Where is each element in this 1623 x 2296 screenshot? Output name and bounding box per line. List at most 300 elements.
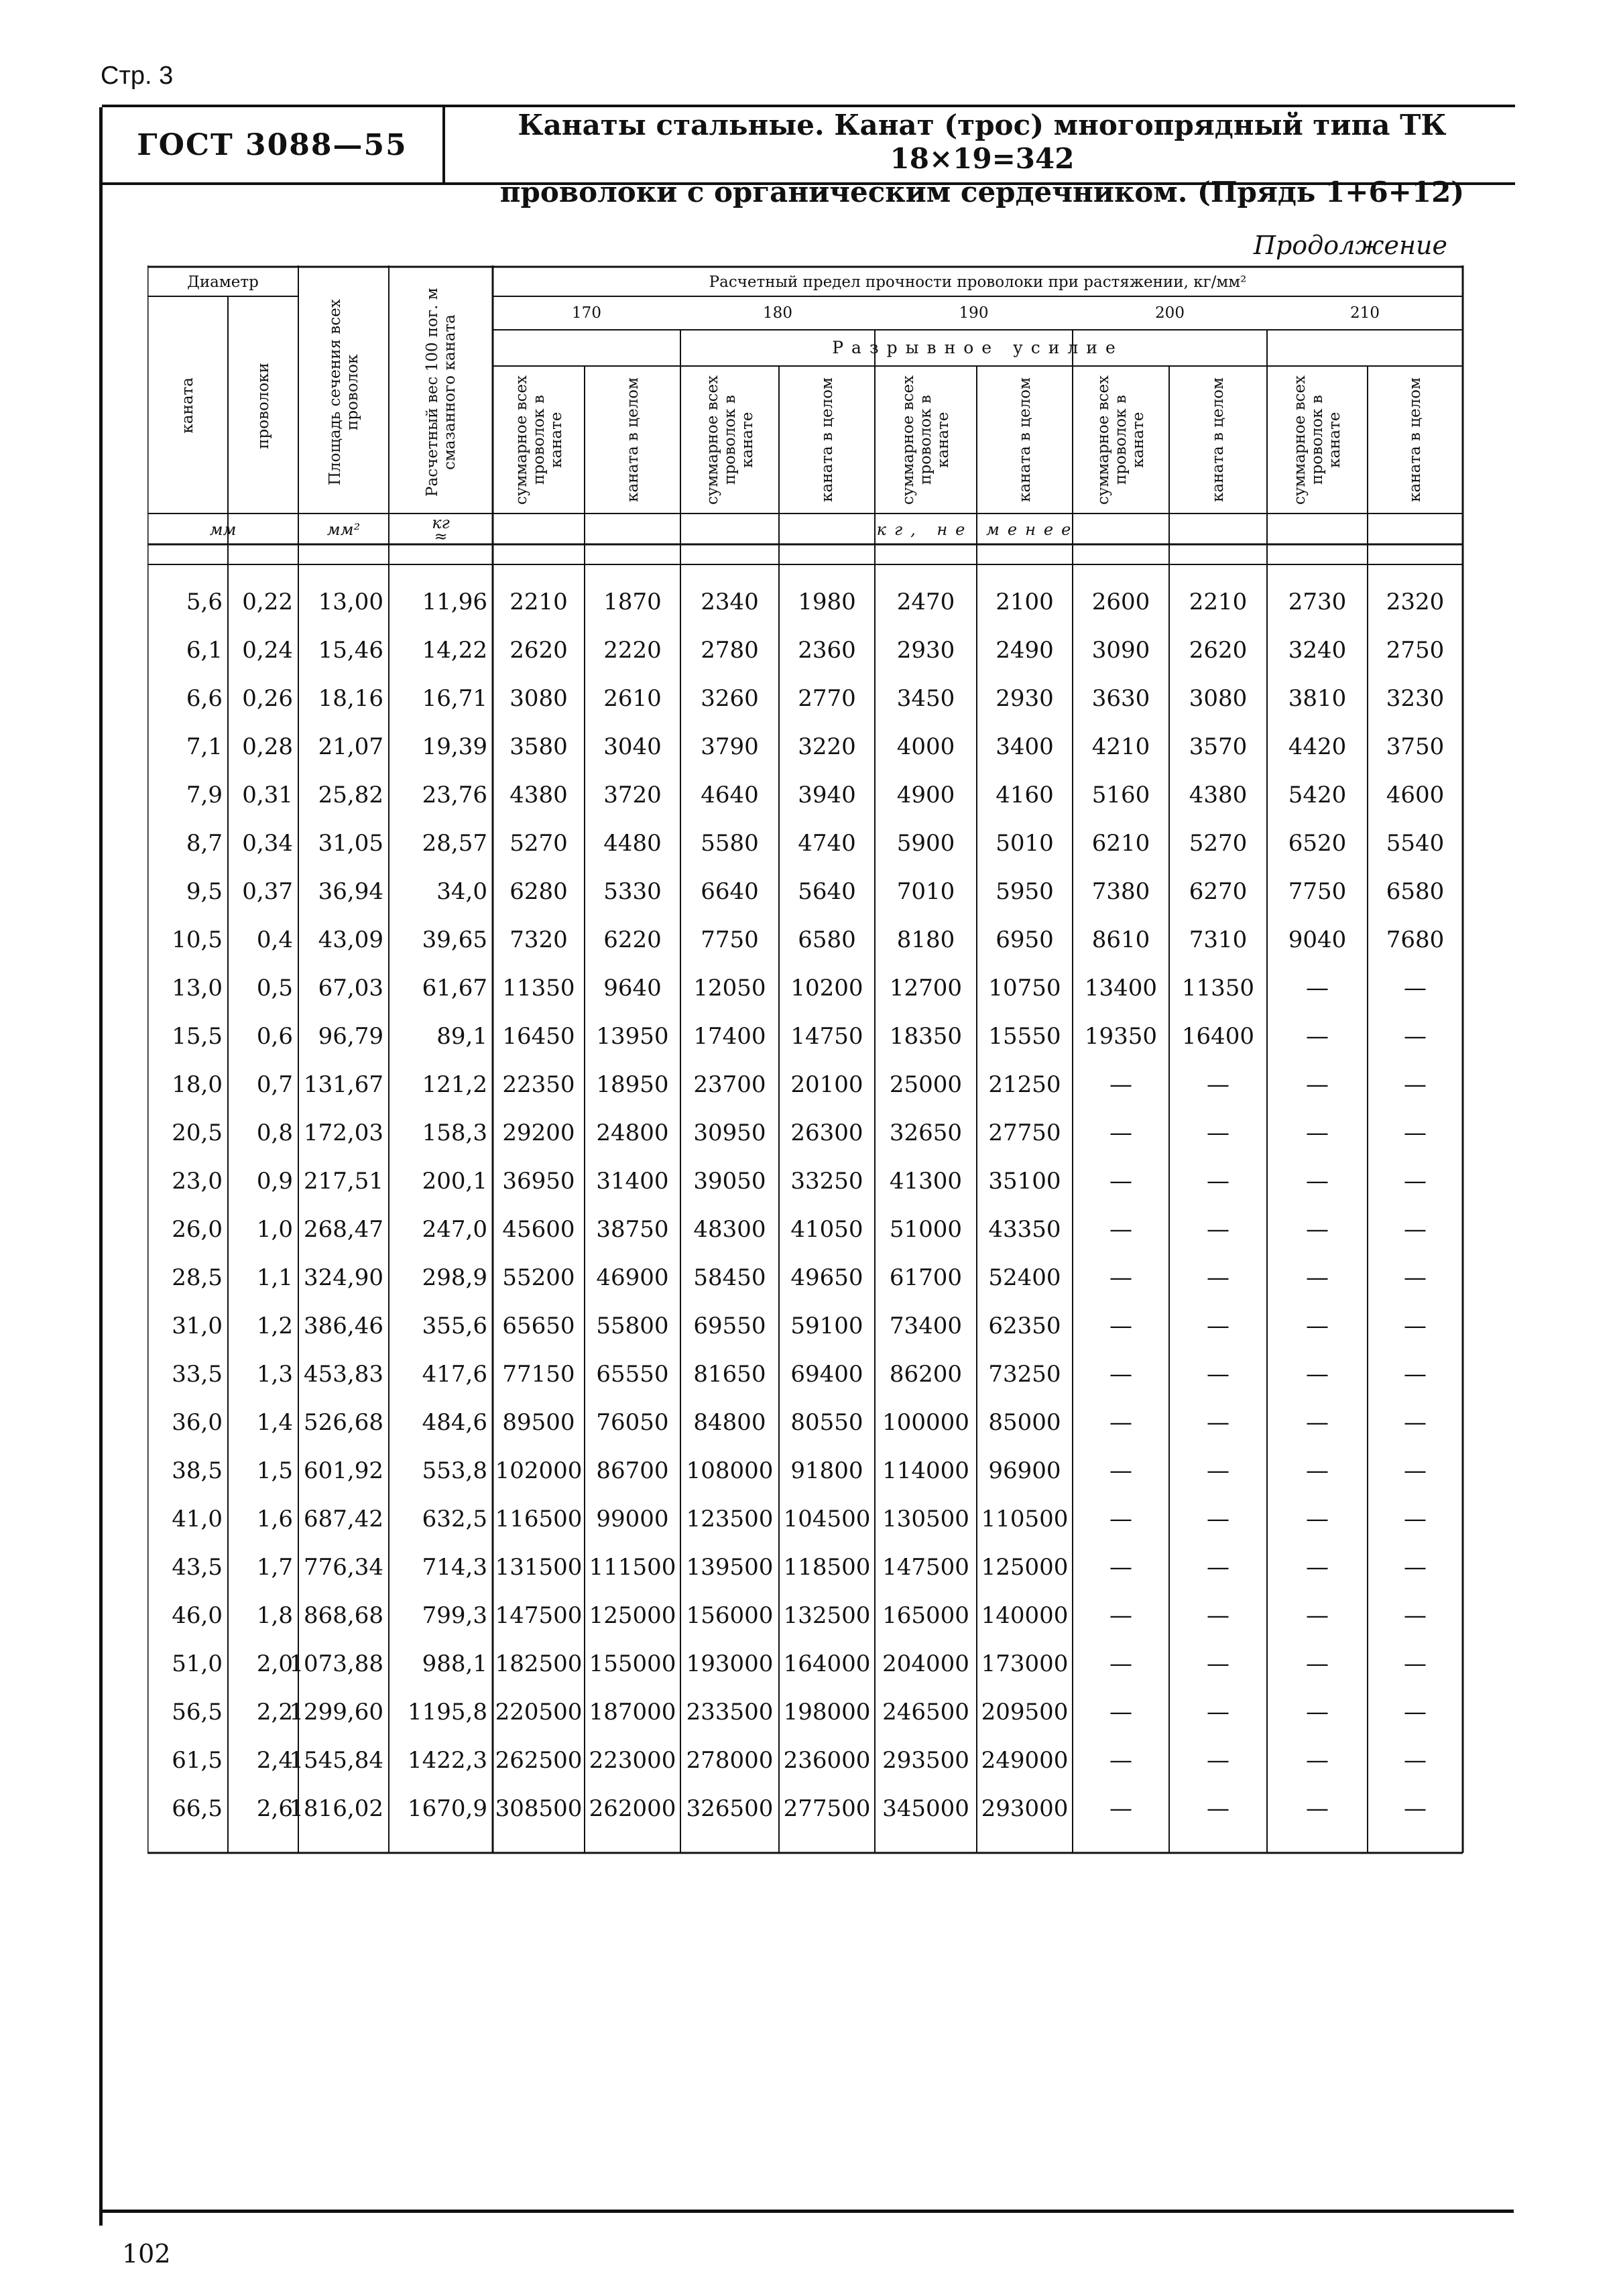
table-cell: 55800: [596, 1313, 669, 1339]
table-cell: —: [1109, 1457, 1132, 1484]
table-cell: 236000: [783, 1747, 871, 1774]
table-cell: 81650: [693, 1361, 766, 1388]
table-cell: 62350: [988, 1313, 1061, 1339]
table-cell: 3630: [1091, 685, 1150, 712]
table-cell: 1195,8: [408, 1699, 487, 1726]
table-cell: 2600: [1091, 589, 1150, 615]
table-cell: —: [1306, 1361, 1329, 1388]
header-weight-text: Расчетный вес 100 пог. м смазанного каната: [423, 288, 459, 497]
table-cell: —: [1207, 1795, 1229, 1822]
table-cell: 200,1: [422, 1168, 487, 1195]
header-sum-wires-text: суммарное всех проволок в канате: [1095, 375, 1147, 505]
table-cell: 2490: [996, 637, 1054, 664]
header-diameter: Диаметр: [187, 274, 259, 291]
table-cell: 131500: [495, 1554, 583, 1581]
table-cell: 6950: [996, 926, 1054, 953]
table-cell: 799,3: [422, 1602, 487, 1629]
table-cell: —: [1207, 1602, 1229, 1629]
table-cell: 12700: [889, 975, 963, 1002]
table-cell: —: [1404, 1361, 1427, 1388]
table-cell: 111500: [589, 1554, 676, 1581]
table-cell: 28,5: [172, 1264, 223, 1291]
table-cell: 262500: [495, 1747, 583, 1774]
table-cell: 1670,9: [408, 1795, 487, 1822]
table-cell: —: [1404, 1216, 1427, 1243]
table-cell: 55200: [502, 1264, 575, 1291]
table-cell: 0,5: [256, 975, 293, 1002]
header-sum-wires: [1073, 367, 1169, 512]
table-cell: 6280: [509, 878, 568, 905]
table-cell: 27750: [988, 1120, 1061, 1146]
table-cell: 41050: [790, 1216, 863, 1243]
table-cell: —: [1109, 1313, 1132, 1339]
header-sum-wires: [680, 367, 779, 512]
table-cell: 5900: [896, 830, 955, 857]
table-cell: 25000: [889, 1071, 963, 1098]
table-cell: 29200: [502, 1120, 575, 1146]
table-cell: 13400: [1084, 975, 1158, 1002]
table-cell: 601,92: [304, 1457, 383, 1484]
table-cell: 324,90: [304, 1264, 383, 1291]
table-cell: 1,7: [256, 1554, 293, 1581]
table-cell: 687,42: [304, 1506, 383, 1532]
table-cell: 3260: [701, 685, 759, 712]
table-cell: 41300: [889, 1168, 963, 1195]
table-cell: 453,83: [304, 1361, 383, 1388]
table-cell: 293500: [882, 1747, 969, 1774]
table-cell: 4900: [896, 782, 955, 808]
header-sum-wires-text: суммарное всех проволок в канате: [900, 375, 952, 505]
table-cell: 158,3: [422, 1120, 487, 1146]
table-cell: —: [1207, 1650, 1229, 1677]
table-cell: 2340: [701, 589, 759, 615]
table-cell: —: [1109, 1361, 1132, 1388]
header-rope-whole: [1368, 367, 1463, 512]
table-cell: 15,5: [172, 1023, 223, 1050]
table-cell: 6,1: [186, 637, 223, 664]
table-cell: 1,3: [256, 1361, 293, 1388]
table-cell: 0,9: [256, 1168, 293, 1195]
table-cell: 1,1: [256, 1264, 293, 1291]
continuation-label: Продолжение: [1253, 231, 1447, 260]
table-cell: 4740: [798, 830, 856, 857]
table-cell: —: [1109, 1168, 1132, 1195]
table-cell: 223000: [589, 1747, 676, 1774]
table-cell: 5270: [509, 830, 568, 857]
page-frame-bottom: [99, 2210, 1514, 2213]
table-cell: 132500: [783, 1602, 871, 1629]
table-cell: —: [1207, 1409, 1229, 1436]
table-cell: 2320: [1386, 589, 1445, 615]
table-cell: 156000: [686, 1602, 774, 1629]
header-rope-whole-text: каната в целом: [1016, 377, 1034, 502]
table-cell: 1545,84: [289, 1747, 383, 1774]
table-cell: 85000: [988, 1409, 1061, 1436]
table-cell: 48300: [693, 1216, 766, 1243]
table-cell: 86200: [889, 1361, 963, 1388]
table-cell: 6520: [1288, 830, 1347, 857]
table-cell: 182500: [495, 1650, 583, 1677]
table-cell: 2360: [798, 637, 856, 664]
table-cell: —: [1404, 1313, 1427, 1339]
unit-mm2: мм²: [326, 520, 361, 539]
table-cell: 1,5: [256, 1457, 293, 1484]
table-cell: —: [1207, 1747, 1229, 1774]
table-cell: 298,9: [422, 1264, 487, 1291]
unit-kg-not-less: кг, не менее: [876, 520, 1079, 539]
table-cell: 67,03: [318, 975, 383, 1002]
table-cell: —: [1306, 1216, 1329, 1243]
table-cell: 7,1: [186, 733, 223, 760]
table-cell: 4000: [896, 733, 955, 760]
table-cell: 147500: [882, 1554, 969, 1581]
table-cell: 45600: [502, 1216, 575, 1243]
standard-number: ГОСТ 3088—55: [137, 127, 408, 162]
table-cell: 5270: [1189, 830, 1248, 857]
table-cell: 11350: [1181, 975, 1255, 1002]
table-cell: 84800: [693, 1409, 766, 1436]
table-cell: —: [1207, 1457, 1229, 1484]
page-label: Стр. 3: [101, 62, 174, 90]
header-strength-level: 170: [572, 304, 601, 322]
table-cell: —: [1404, 1554, 1427, 1581]
table-cell: 484,6: [422, 1409, 487, 1436]
table-cell: 20100: [790, 1071, 863, 1098]
table-cell: 6210: [1091, 830, 1150, 857]
table-cell: 6580: [1386, 878, 1445, 905]
table-cell: 0,22: [242, 589, 293, 615]
table-cell: 13950: [596, 1023, 669, 1050]
table-cell: 0,8: [256, 1120, 293, 1146]
table-cell: —: [1404, 1457, 1427, 1484]
table-cell: 0,26: [242, 685, 293, 712]
table-cell: 1422,3: [408, 1747, 487, 1774]
table-cell: 33,5: [172, 1361, 223, 1388]
table-cell: 2,4: [256, 1747, 293, 1774]
table-cell: 43350: [988, 1216, 1061, 1243]
table-cell: 155000: [589, 1650, 676, 1677]
table-cell: 2730: [1288, 589, 1347, 615]
table-cell: 46900: [596, 1264, 669, 1291]
header-wire-diameter: [228, 299, 298, 512]
table-cell: 23,0: [172, 1168, 223, 1195]
table-cell: 278000: [686, 1747, 774, 1774]
header-rope-whole: [1169, 367, 1267, 512]
table-cell: 345000: [882, 1795, 969, 1822]
table-cell: 116500: [495, 1506, 583, 1532]
table-cell: 18950: [596, 1071, 669, 1098]
table-cell: 2620: [509, 637, 568, 664]
table-cell: —: [1404, 1747, 1427, 1774]
table-cell: 51000: [889, 1216, 963, 1243]
table-cell: 3080: [509, 685, 568, 712]
table-cell: 2100: [996, 589, 1054, 615]
table-cell: 89500: [502, 1409, 575, 1436]
table-cell: 125000: [589, 1602, 676, 1629]
table-cell: 121,2: [422, 1071, 487, 1098]
table-cell: 5010: [996, 830, 1054, 857]
table-cell: 36,94: [318, 878, 383, 905]
table-cell: 2780: [701, 637, 759, 664]
table-cell: 3790: [701, 733, 759, 760]
header-rope-diameter-text: каната: [179, 377, 196, 434]
table-cell: 43,09: [318, 926, 383, 953]
table-cell: 7320: [509, 926, 568, 953]
table-cell: 11,96: [422, 589, 487, 615]
header-sum-wires-text: суммарное всех проволок в канате: [703, 375, 756, 505]
table-cell: —: [1404, 1409, 1427, 1436]
table-cell: —: [1306, 1168, 1329, 1195]
table-cell: 632,5: [422, 1506, 487, 1532]
table-cell: 1,8: [256, 1602, 293, 1629]
table-cell: 16400: [1181, 1023, 1255, 1050]
table-cell: 417,6: [422, 1361, 487, 1388]
table-cell: 386,46: [304, 1313, 383, 1339]
table-cell: 172,03: [304, 1120, 383, 1146]
table-cell: 34,0: [436, 878, 487, 905]
table-cell: 26300: [790, 1120, 863, 1146]
table-cell: 187000: [589, 1699, 676, 1726]
table-cell: —: [1306, 1409, 1329, 1436]
table-cell: 9040: [1288, 926, 1347, 953]
table-cell: 8,7: [186, 830, 223, 857]
title-line-2: проволоки с органическим сердечником. (Прядь 1+6+12): [499, 176, 1465, 208]
table-cell: 91800: [790, 1457, 863, 1484]
table-cell: 4640: [701, 782, 759, 808]
table-cell: 1,0: [256, 1216, 293, 1243]
table-cell: 11350: [502, 975, 575, 1002]
table-cell: 268,47: [304, 1216, 383, 1243]
table-cell: 39050: [693, 1168, 766, 1195]
table-cell: —: [1207, 1554, 1229, 1581]
table-cell: 6220: [603, 926, 662, 953]
table-cell: 13,0: [172, 975, 223, 1002]
table-cell: 15,46: [318, 637, 383, 664]
header-area: [298, 272, 389, 512]
table-cell: 32650: [889, 1120, 963, 1146]
table-cell: 246500: [882, 1699, 969, 1726]
table-cell: 5640: [798, 878, 856, 905]
table-cell: 123500: [686, 1506, 774, 1532]
table-cell: —: [1404, 1602, 1427, 1629]
table-cell: 0,4: [256, 926, 293, 953]
table-cell: 13,00: [318, 589, 383, 615]
table-cell: 49650: [790, 1264, 863, 1291]
table-cell: 26,0: [172, 1216, 223, 1243]
table-cell: —: [1109, 1650, 1132, 1677]
table-cell: 0,31: [242, 782, 293, 808]
table-cell: 18,0: [172, 1071, 223, 1098]
table-cell: 33250: [790, 1168, 863, 1195]
table-cell: 16,71: [422, 685, 487, 712]
unit-mm: мм: [209, 520, 237, 539]
table-cell: 4600: [1386, 782, 1445, 808]
table-cell: 58450: [693, 1264, 766, 1291]
table-cell: 1,2: [256, 1313, 293, 1339]
table-cell: 714,3: [422, 1554, 487, 1581]
table-cell: 165000: [882, 1602, 969, 1629]
table-cell: 8610: [1091, 926, 1150, 953]
table-cell: 2930: [896, 637, 955, 664]
table-cell: 0,28: [242, 733, 293, 760]
table-cell: 3450: [896, 685, 955, 712]
table-cell: 7380: [1091, 878, 1150, 905]
table-cell: 102000: [495, 1457, 583, 1484]
table-cell: —: [1404, 975, 1427, 1002]
header-area-text: Площадь сечения всех проволок: [326, 299, 361, 485]
table-cell: 10750: [988, 975, 1061, 1002]
table-cell: —: [1306, 1313, 1329, 1339]
table-cell: —: [1207, 1699, 1229, 1726]
table-cell: —: [1109, 1120, 1132, 1146]
table-cell: 2610: [603, 685, 662, 712]
table-cell: 23700: [693, 1071, 766, 1098]
table-cell: 19,39: [422, 733, 487, 760]
table-cell: 5160: [1091, 782, 1150, 808]
table-cell: —: [1306, 1747, 1329, 1774]
table-cell: 69550: [693, 1313, 766, 1339]
header-rope-whole-text: каната в целом: [818, 377, 836, 502]
table-cell: 4380: [1189, 782, 1248, 808]
table-cell: 73400: [889, 1313, 963, 1339]
table-cell: 38750: [596, 1216, 669, 1243]
table-cell: —: [1306, 1554, 1329, 1581]
table-cell: 4480: [603, 830, 662, 857]
table-cell: 66,5: [172, 1795, 223, 1822]
table-cell: —: [1306, 1457, 1329, 1484]
table-cell: 249000: [981, 1747, 1069, 1774]
table-cell: 1980: [798, 589, 856, 615]
table-cell: 18350: [889, 1023, 963, 1050]
table-cell: 10,5: [172, 926, 223, 953]
table-cell: 0,7: [256, 1071, 293, 1098]
table-cell: 217,51: [304, 1168, 383, 1195]
table-cell: —: [1109, 1699, 1132, 1726]
table-cell: —: [1109, 1409, 1132, 1436]
table-cell: 96900: [988, 1457, 1061, 1484]
table-cell: 25,82: [318, 782, 383, 808]
table-cell: 2770: [798, 685, 856, 712]
table-cell: —: [1404, 1168, 1427, 1195]
header-sum-wires: [875, 367, 977, 512]
table-cell: 209500: [981, 1699, 1069, 1726]
table-cell: 65550: [596, 1361, 669, 1388]
table-cell: —: [1109, 1506, 1132, 1532]
table-cell: —: [1207, 1361, 1229, 1388]
table-cell: 2,6: [256, 1795, 293, 1822]
table-cell: 776,34: [304, 1554, 383, 1581]
table-cell: 39,65: [422, 926, 487, 953]
header-rope-whole-text: каната в целом: [623, 377, 642, 502]
table-cell: —: [1207, 1264, 1229, 1291]
table-cell: 86700: [596, 1457, 669, 1484]
header-strength: Расчетный предел прочности проволоки при растяжении, кг/мм²: [709, 274, 1247, 291]
table-cell: 164000: [783, 1650, 871, 1677]
table-cell: 6,6: [186, 685, 223, 712]
table-cell: 220500: [495, 1699, 583, 1726]
table-cell: 5580: [701, 830, 759, 857]
table-cell: 18,16: [318, 685, 383, 712]
table-cell: —: [1109, 1216, 1132, 1243]
table-cell: 9,5: [186, 878, 223, 905]
table-cell: 247,0: [422, 1216, 487, 1243]
table-cell: —: [1404, 1120, 1427, 1146]
table-cell: —: [1404, 1506, 1427, 1532]
table-cell: 308500: [495, 1795, 583, 1822]
table-cell: 31400: [596, 1168, 669, 1195]
table-cell: —: [1404, 1699, 1427, 1726]
table-cell: 15550: [988, 1023, 1061, 1050]
table-cell: 16450: [502, 1023, 575, 1050]
table-cell: 3040: [603, 733, 662, 760]
table-cell: 0,24: [242, 637, 293, 664]
table-cell: 96,79: [318, 1023, 383, 1050]
table-cell: 19350: [1084, 1023, 1158, 1050]
table-cell: 4160: [996, 782, 1054, 808]
table-cell: 277500: [783, 1795, 871, 1822]
table-cell: 14,22: [422, 637, 487, 664]
table-cell: 36950: [502, 1168, 575, 1195]
table-cell: 69400: [790, 1361, 863, 1388]
header-rope-whole-text: каната в целом: [1209, 377, 1227, 502]
table-cell: 173000: [981, 1650, 1069, 1677]
table-cell: —: [1404, 1795, 1427, 1822]
table-cell: —: [1306, 1795, 1329, 1822]
header-strength-level: 190: [959, 304, 989, 322]
table-cell: 104500: [783, 1506, 871, 1532]
unit-kg-text: кг: [432, 513, 450, 532]
table-cell: 61,5: [172, 1747, 223, 1774]
table-cell: 61700: [889, 1264, 963, 1291]
table-cell: —: [1207, 1313, 1229, 1339]
table-cell: 7310: [1189, 926, 1248, 953]
table-cell: 2470: [896, 589, 955, 615]
table-cell: 4210: [1091, 733, 1150, 760]
table-cell: —: [1404, 1071, 1427, 1098]
table-cell: 3400: [996, 733, 1054, 760]
table-cell: 7750: [1288, 878, 1347, 905]
table-cell: —: [1109, 1554, 1132, 1581]
table-cell: —: [1109, 1071, 1132, 1098]
table-cell: —: [1404, 1650, 1427, 1677]
table-cell: 8180: [896, 926, 955, 953]
table-cell: 5950: [996, 878, 1054, 905]
table-cell: 3240: [1288, 637, 1347, 664]
header-rope-whole: [585, 367, 680, 512]
table-cell: —: [1306, 1699, 1329, 1726]
table-cell: 99000: [596, 1506, 669, 1532]
table-cell: 80550: [790, 1409, 863, 1436]
table-cell: 125000: [981, 1554, 1069, 1581]
table-cell: 2,0: [256, 1650, 293, 1677]
table-cell: 355,6: [422, 1313, 487, 1339]
document-title: [456, 109, 1508, 208]
table-cell: 5,6: [186, 589, 223, 615]
table-cell: 3080: [1189, 685, 1248, 712]
table-cell: 21250: [988, 1071, 1061, 1098]
table-cell: 24800: [596, 1120, 669, 1146]
table-cell: —: [1404, 1023, 1427, 1050]
table-cell: 38,5: [172, 1457, 223, 1484]
table-cell: 61,67: [422, 975, 487, 1002]
header-sum-wires-text: суммарное всех проволок в канате: [512, 375, 565, 505]
table-cell: 130500: [882, 1506, 969, 1532]
table-cell: 2210: [509, 589, 568, 615]
table-cell: 1,4: [256, 1409, 293, 1436]
table-cell: —: [1109, 1264, 1132, 1291]
table-cell: 233500: [686, 1699, 774, 1726]
table-cell: 1870: [603, 589, 662, 615]
